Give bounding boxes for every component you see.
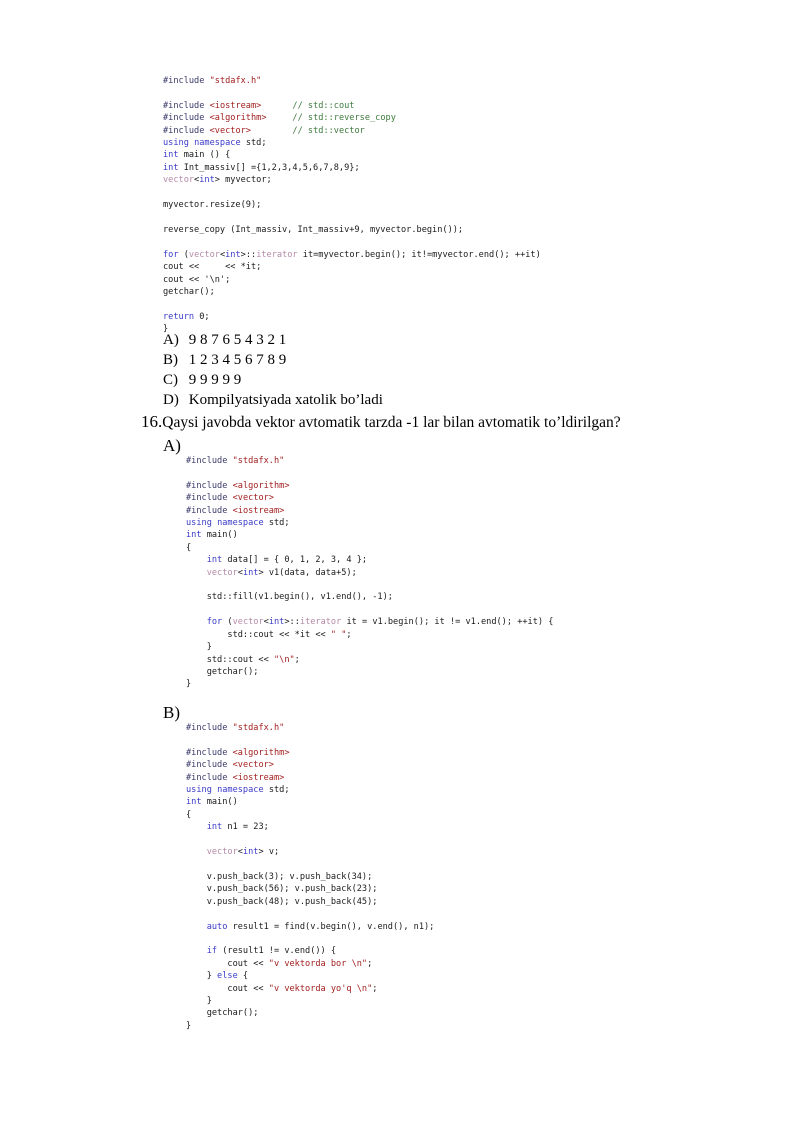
code-line: int Int_massiv[] ={1,2,3,4,5,6,7,8,9}; [163,162,360,173]
code-line: #include <algorithm> // std::reverse_copy [163,113,396,124]
option-d: D) Kompilyatsiyada xatolik bo’ladi [163,392,383,408]
code-line: #include "stdafx.h" [186,456,285,466]
code-line: #include <vector> [186,493,274,504]
code-line: int main() [186,530,238,541]
code-line: using namespace std; [163,138,267,149]
code-line: reverse_copy (Int_massiv, Int_massiv+9, myvector.begin()); [163,224,464,235]
code-line [163,298,541,310]
code-line: int main () { [163,150,231,161]
code-line: #include "stdafx.h" [186,723,285,733]
code-line: #include <algorithm> [186,747,290,758]
code-line [163,187,541,199]
code-line: if (result1 != v.end()) { [206,946,337,957]
code-line: #include <iostream> [186,505,285,516]
code-line [186,467,553,479]
code-line: v.push_back(56); v.push_back(23); [186,884,378,895]
code-line: using namespace std; [186,518,290,529]
question-text: Qaysi javobda vektor avtomatik tarzda -1 lar bilan avtomatik to’ldirilgan? [162,414,621,431]
code-line [163,236,541,248]
code-line: cout << '\n'; [163,274,231,285]
code-line: for (vector<int>::iterator it=myvector.begin(); it!=myvector.end(); ++it) [163,249,541,260]
code-line: #include <vector> [186,760,274,771]
code-line: vector<int> myvector; [163,175,272,186]
code-line: getchar(); [186,1008,259,1019]
code-line [163,211,541,223]
code-line: } [186,995,212,1006]
code-line: v.push_back(3); v.push_back(34); [186,871,373,882]
code-line: } [186,679,192,690]
question-16 [141,412,621,433]
code-line [186,908,434,920]
code-line: #include <algorithm> [186,480,290,491]
code-line: myvector.resize(9); [163,200,262,211]
code-line: int n1 = 23; [206,822,269,833]
code-line: std::cout << "\n"; [186,654,300,665]
code-line: getchar(); [163,286,215,297]
code-line: { [186,542,192,553]
option-c: C) 9 9 9 9 9 [163,372,242,388]
code-line: #include <vector> // std::vector [163,125,365,136]
code-image-question-15 [163,75,541,336]
code-line: vector<int> v1(data, data+5); [206,567,357,578]
code-line: cout << << *it; [163,262,262,273]
code-line [186,734,434,746]
code-line: #include <iostream> // std::cout [163,100,355,111]
code-line [186,858,434,870]
code-line: #include <iostream> [186,772,285,783]
option-a: A) 9 8 7 6 5 4 3 2 1 [163,332,287,348]
code-line: vector<int> v; [206,847,280,858]
code-line [186,834,434,846]
code-line: cout << "v vektorda bor \n"; [186,958,373,969]
code-line [186,933,434,945]
code-line: std::fill(v1.begin(), v1.end(), -1); [186,592,393,603]
code-line: { [186,809,192,820]
code-line: return 0; [163,311,210,322]
code-line: } [186,1020,192,1031]
question-number: 16. [141,412,163,431]
code-line: } [186,642,212,653]
code-line: cout << "v vektorda yo'q \n"; [186,983,378,994]
option-b: B) 1 2 3 4 5 6 7 8 9 [163,352,287,368]
code-image-option-a [186,455,553,691]
code-line: int main() [186,797,238,808]
code-image-option-b [186,722,434,1032]
code-line: auto result1 = find(v.begin(), v.end(), n1); [206,921,435,932]
code-line: getchar(); [186,666,259,677]
code-line: v.push_back(48); v.push_back(45); [186,896,378,907]
code-line [163,87,541,99]
code-line: #include "stdafx.h" [163,76,262,86]
code-line [186,579,553,591]
code-line: using namespace std; [186,785,290,796]
option-b-label: B) [163,703,180,722]
option-a-label: A) [163,436,181,455]
code-line: } else { [186,971,249,982]
code-line: } [163,324,169,335]
code-line: std::cout << *it << " "; [186,629,352,640]
code-line: for (vector<int>::iterator it = v1.begin(); it != v1.end(); ++it) { [206,617,554,628]
code-line [186,604,553,616]
code-line: int data[] = { 0, 1, 2, 3, 4 }; [206,555,368,566]
